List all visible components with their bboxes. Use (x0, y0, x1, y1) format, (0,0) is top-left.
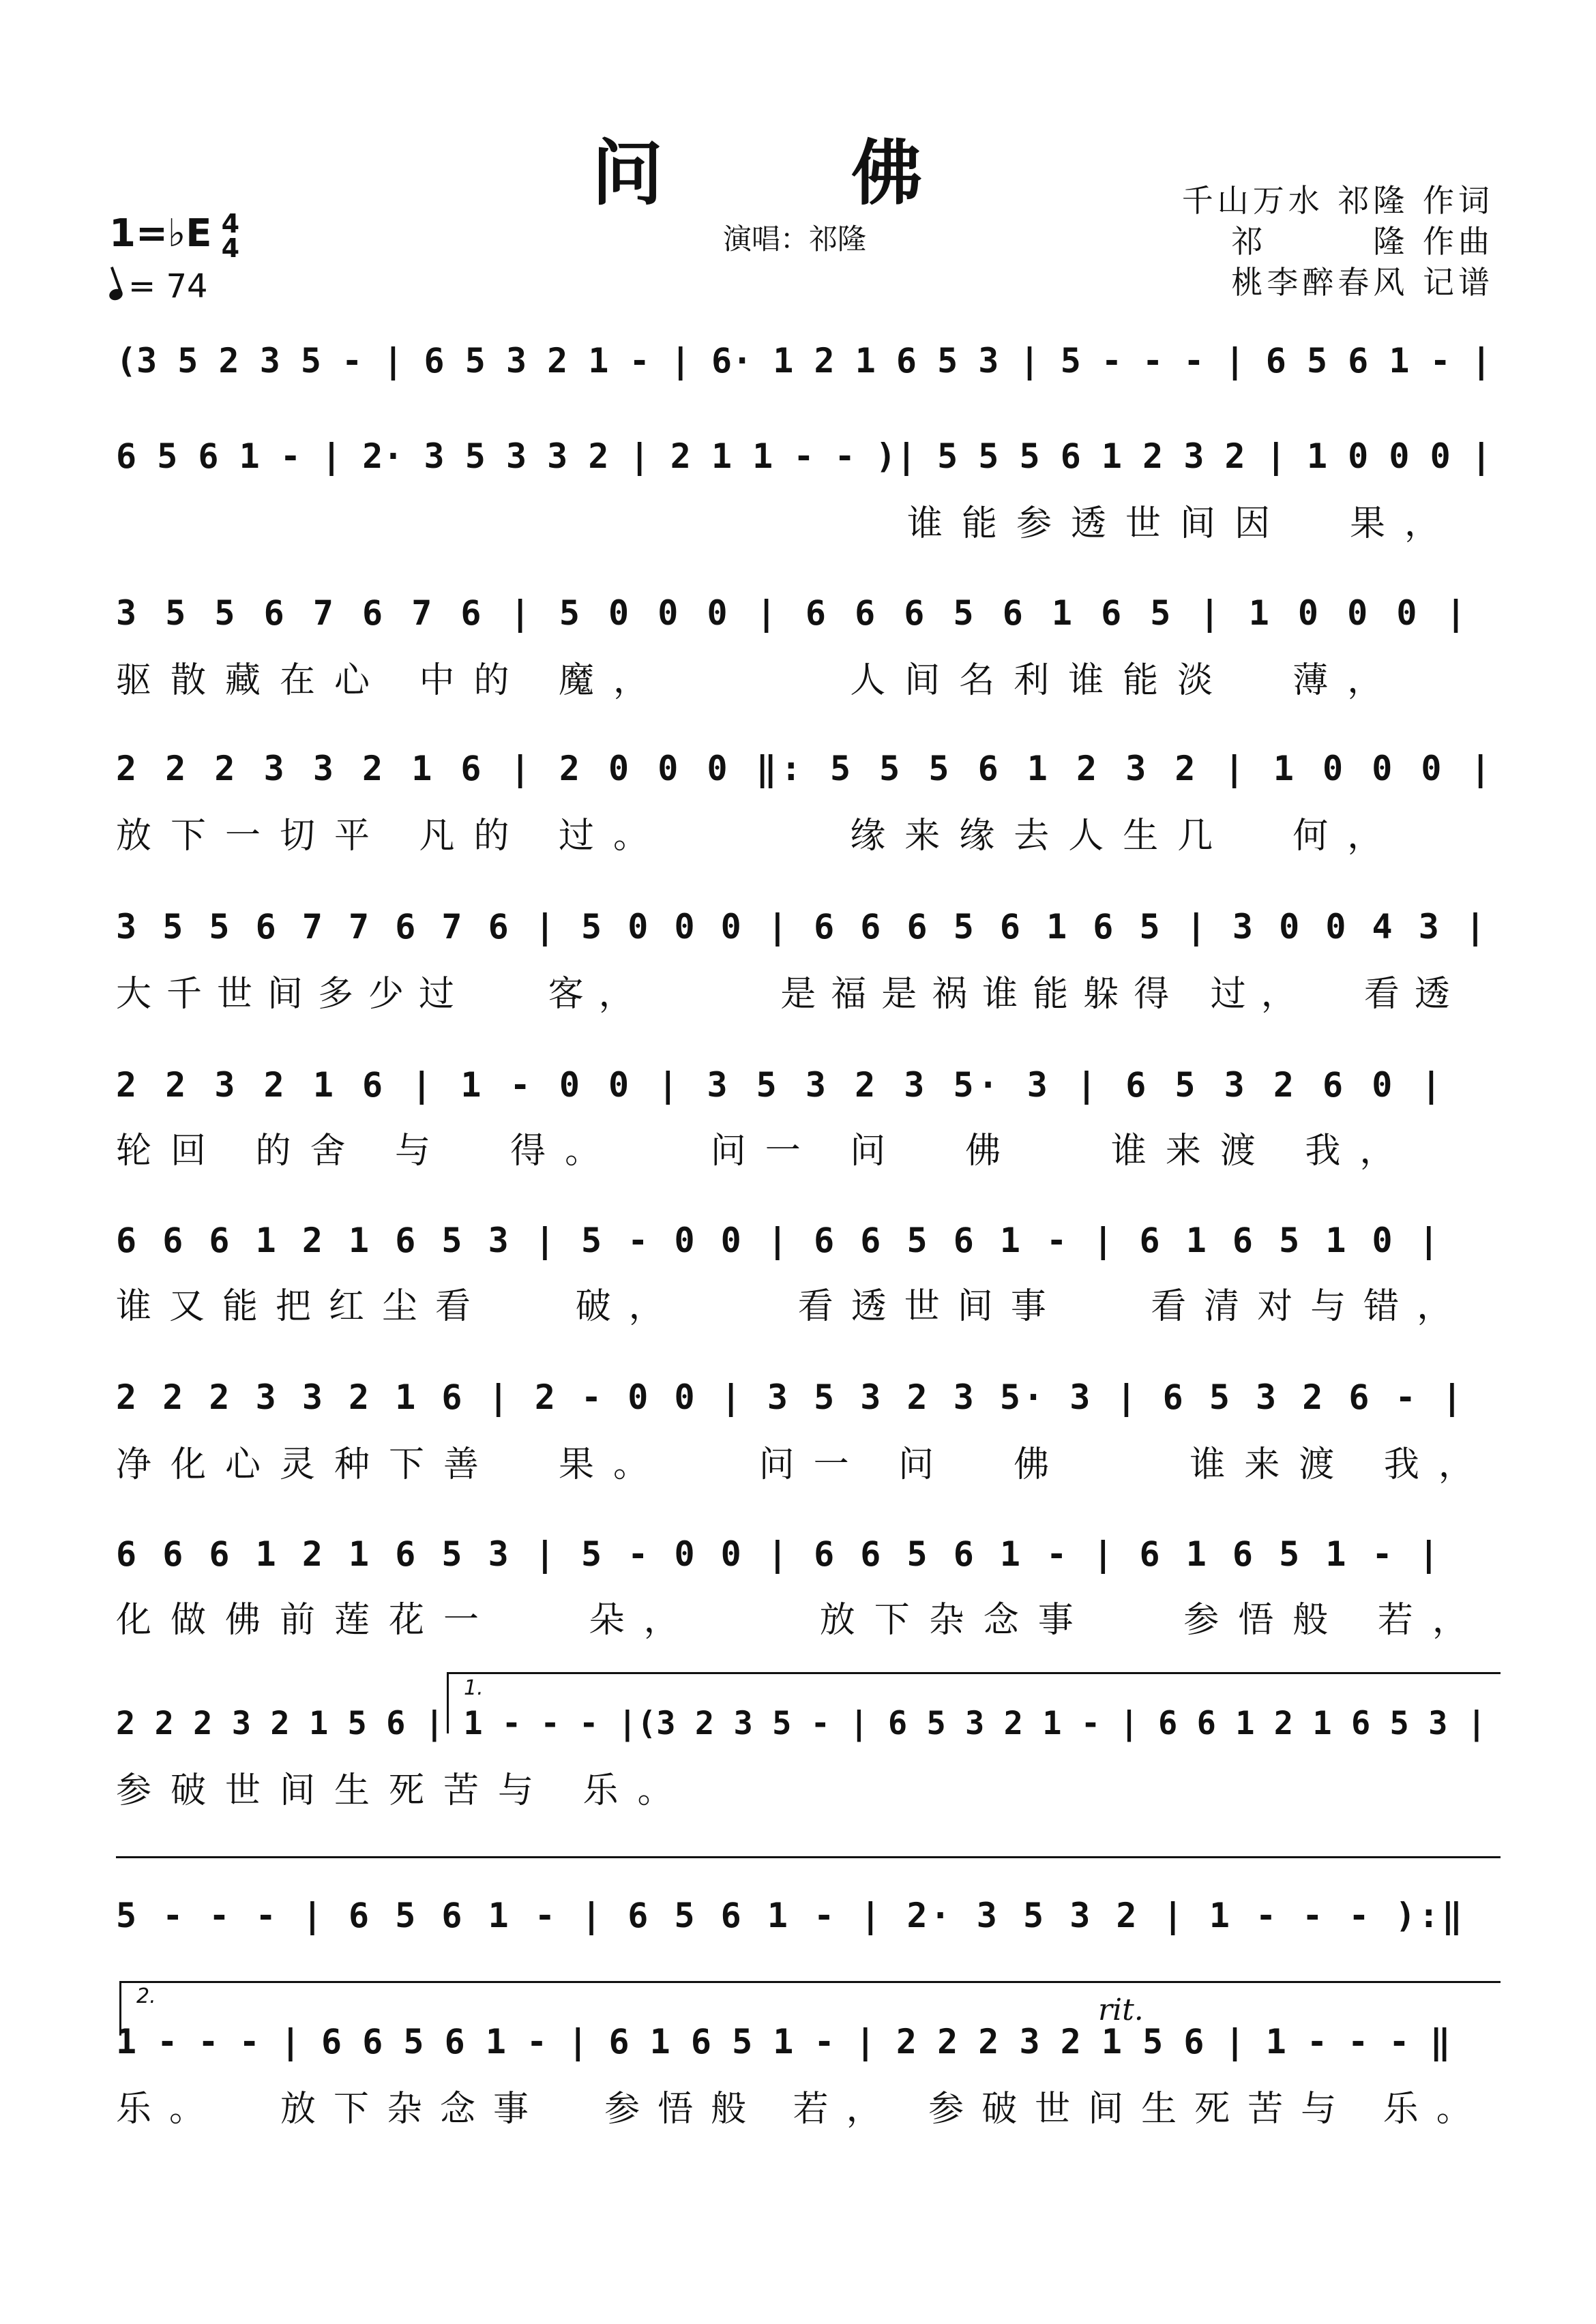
first-ending-label: 1. (464, 1676, 484, 1700)
first-ending-bracket (447, 1672, 1501, 1674)
singer-credit: 演唱：祁隆 (723, 222, 867, 256)
transcriber-credit: 桃李醉春风 记谱 (1231, 264, 1494, 301)
lyric-line-7: 谁又能把红尘看 破， 看透世间事 看清对与错， (116, 1286, 1471, 1327)
notation-line-8: 2 2 2 3 3 2 1 6 | 2 - 0 0 | 3 5 3 2 3 5· 3 | 6 5 3 2 6 - | (116, 1377, 1465, 1417)
composer-credit: 祁 隆 作曲 (1231, 223, 1494, 260)
lyric-line-3: 驱散藏在心 中的 魔， 人间名利谁能淡 薄， (116, 660, 1402, 701)
lyric-line-4: 放下一切平 凡的 过。 缘来缘去人生几 何， (116, 816, 1402, 856)
notation-line-3: 3 5 5 6 7 6 7 6 | 5 0 0 0 | 6 6 6 5 6 1 6 5 | 1 0 0 0 | (116, 593, 1471, 633)
notation-line-1: (3 5 2 3 5 - | 6 5 3 2 1 - | 6· 1 2 1 6 5 3 | 5 - - - | 6 5 6 1 - | (116, 341, 1492, 381)
quarter-note-icon (108, 287, 124, 302)
tempo-marking (109, 267, 208, 306)
first-ending-continuation (116, 1856, 1501, 1858)
lyric-line-5: 大千世间多少过 客， 是福是祸谁能躲得 过， 看透 (116, 974, 1465, 1015)
notation-line-11: 5 - - - | 6 5 6 1 - | 6 5 6 1 - | 2· 3 5 3 2 | 1 - - - ):‖ (116, 1896, 1465, 1935)
lyric-line-12: 乐。 放下杂念事 参悟般 若， 参破世间生死苦与 乐。 (116, 2089, 1490, 2130)
time-top: 4 (221, 209, 240, 239)
notation-line-2: 6 5 6 1 - | 2· 3 5 3 3 2 | 2 1 1 - - )| 5 5 5 6 1 2 3 2 | 1 0 0 0 | (116, 436, 1492, 476)
lyric-line-8: 净化心灵种下善 果。 问一 问 佛 谁来渡 我， (116, 1444, 1493, 1485)
second-ending-bracket (119, 1981, 1501, 1983)
tempo-text: = 74 (128, 267, 208, 306)
time-bottom: 4 (221, 233, 240, 263)
ritardando-marking: rit. (1098, 1993, 1144, 2027)
lyricist-credit: 千山万水 祁隆 作词 (1181, 182, 1494, 219)
second-ending-label: 2. (136, 1984, 156, 2008)
key-text: 1=♭E (109, 211, 212, 256)
notation-line-5: 3 5 5 6 7 7 6 7 6 | 5 0 0 0 | 6 6 6 5 6 1 6 5 | 3 0 0 4 3 | (116, 907, 1489, 947)
lyric-line-2: 谁能参透世间因 果， (907, 503, 1460, 544)
notation-line-10: 2 2 2 3 2 1 5 6 | 1 - - - |(3 2 3 5 - | 6 5 3 2 1 - | 6 6 1 2 1 6 5 3 | (116, 1705, 1487, 1742)
notation-line-7: 6 6 6 1 2 1 6 5 3 | 5 - 0 0 | 6 6 5 6 1 - | 6 1 6 5 1 0 | (116, 1221, 1442, 1260)
notation-line-9: 6 6 6 1 2 1 6 5 3 | 5 - 0 0 | 6 6 5 6 1 - | 6 1 6 5 1 - | (116, 1534, 1442, 1574)
notation-line-12: 1 - - - | 6 6 5 6 1 - | 6 1 6 5 1 - | 2 2 2 3 2 1 5 6 | 1 - - - ‖ (116, 2022, 1451, 2061)
page-title: 问 佛 (591, 132, 1005, 215)
lyric-line-10: 参破世间生死苦与 乐。 (116, 1770, 692, 1811)
notation-line-6: 2 2 3 2 1 6 | 1 - 0 0 | 3 5 3 2 3 5· 3 | 6 5 3 2 6 0 | (116, 1065, 1446, 1105)
key-signature (109, 209, 240, 263)
lyric-line-9: 化做佛前莲花一 朵， 放下杂念事 参悟般 若， (116, 1600, 1487, 1641)
lyric-line-6: 轮回 的舍 与 得。 问一 问 佛 谁来渡 我， (116, 1131, 1415, 1172)
notation-line-4: 2 2 2 3 3 2 1 6 | 2 0 0 0 ‖: 5 5 5 6 1 2 3 2 | 1 0 0 0 | (116, 749, 1495, 788)
time-signature (221, 209, 240, 263)
